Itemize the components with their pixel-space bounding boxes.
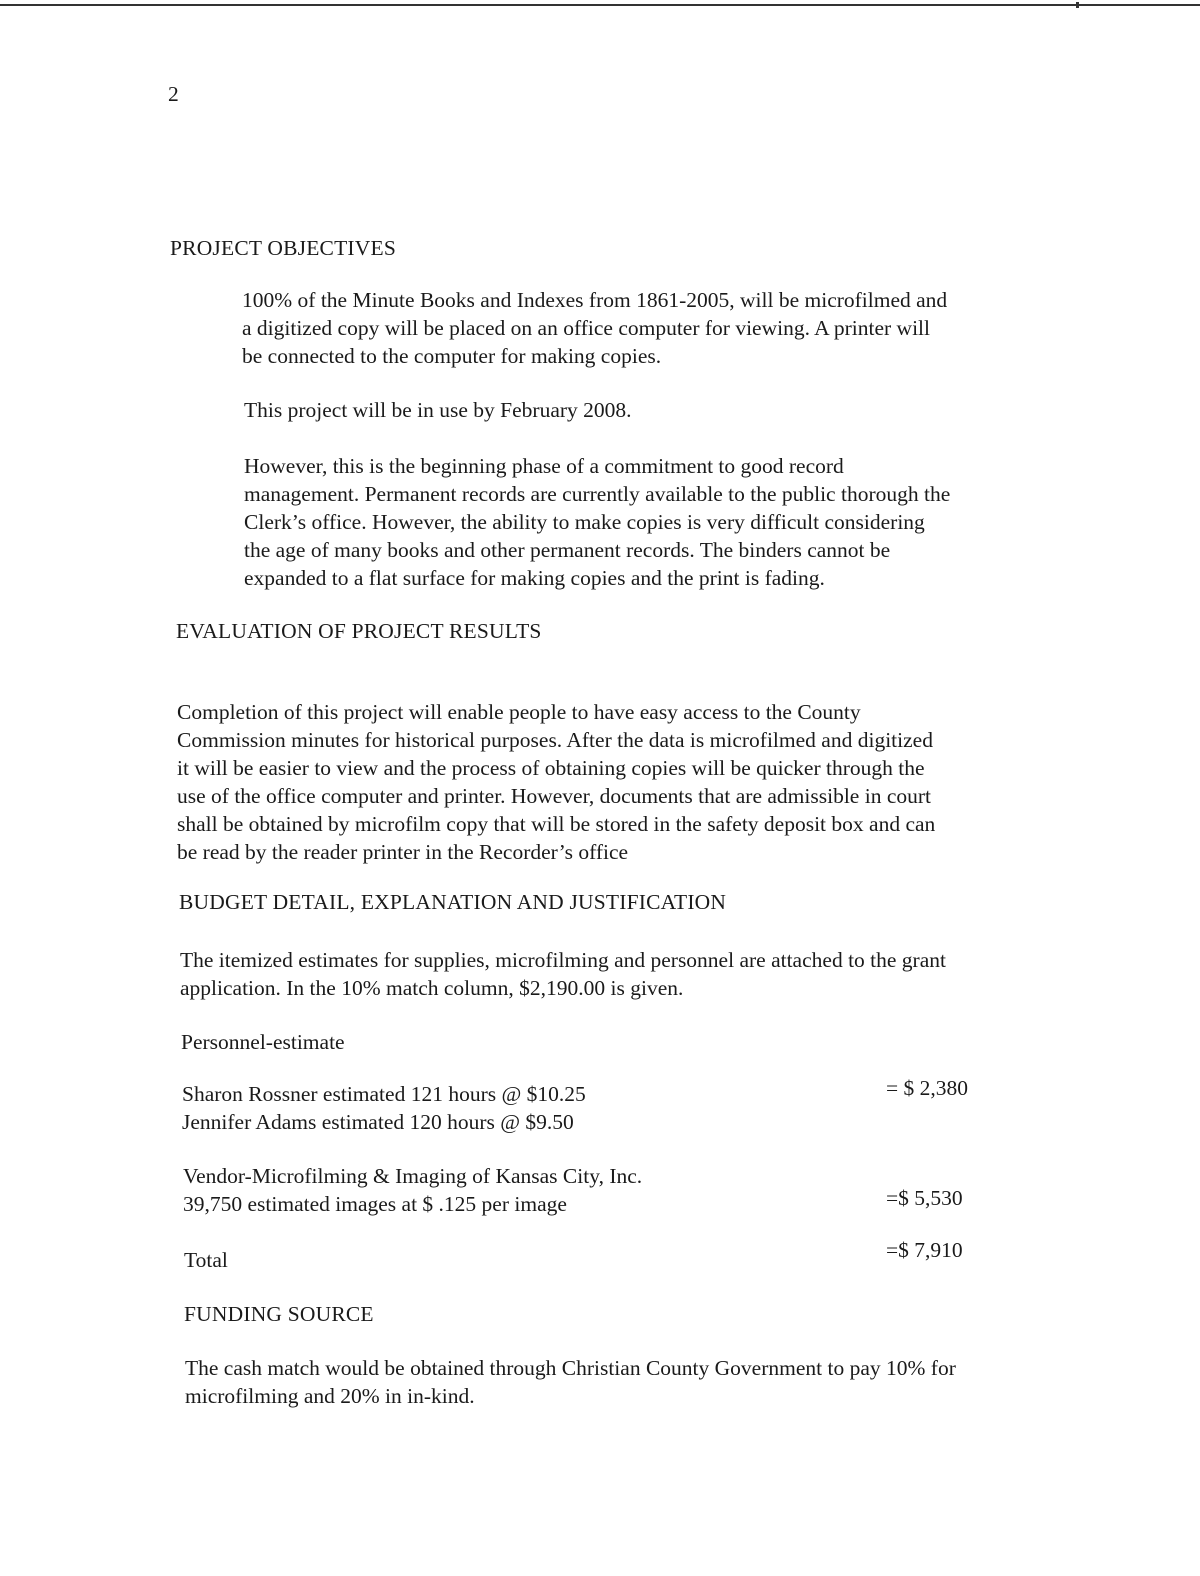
vendor-line-estimate: 39,750 estimated images at $ .125 per image <box>183 1192 567 1216</box>
text-line: it will be easier to view and the process of obtaining copies will be quicker through the <box>177 756 925 780</box>
text-line: be connected to the computer for making copies. <box>242 344 662 368</box>
project-objectives-heading: PROJECT OBJECTIVES <box>170 236 397 260</box>
text-line: However, this is the beginning phase of a commitment to good record <box>244 454 844 478</box>
text-line: the age of many books and other permanent records. The binders cannot be <box>244 538 891 562</box>
total-amount: =$ 7,910 <box>886 1238 963 1262</box>
text-line: Clerk’s office. However, the ability to make copies is very difficult considering <box>244 510 925 534</box>
text-line: Completion of this project will enable people to have easy access to the County <box>177 700 861 724</box>
project-objectives-paragraph-3 <box>244 452 1104 592</box>
evaluation-heading: EVALUATION OF PROJECT RESULTS <box>176 619 542 643</box>
budget-paragraph <box>180 946 1060 1002</box>
vendor-amount: =$ 5,530 <box>886 1186 963 1210</box>
text-line: 100% of the Minute Books and Indexes from 1861-2005, will be microfilmed and <box>242 288 948 312</box>
text-line: microfilming and 20% in in-kind. <box>185 1384 475 1408</box>
personnel-line-rossner: Sharon Rossner estimated 121 hours @ $10.25 <box>182 1082 586 1106</box>
personnel-amount: = $ 2,380 <box>886 1076 969 1100</box>
funding-paragraph <box>185 1354 1065 1410</box>
scan-top-edge <box>0 4 1200 6</box>
evaluation-paragraph <box>177 698 1057 866</box>
text-line: expanded to a flat surface for making copies and the print is fading. <box>244 566 825 590</box>
scan-edge-mark <box>1076 2 1079 8</box>
text-line: shall be obtained by microfilm copy that will be stored in the safety deposit box and can <box>177 812 936 836</box>
vendor-line-name: Vendor-Microfilming & Imaging of Kansas City, Inc. <box>183 1164 643 1188</box>
text-line: a digitized copy will be placed on an office computer for viewing. A printer will <box>242 316 930 340</box>
personnel-line-adams: Jennifer Adams estimated 120 hours @ $9.50 <box>182 1110 574 1134</box>
text-line: The itemized estimates for supplies, microfilming and personnel are attached to the grant <box>180 948 946 972</box>
page-number: 2 <box>168 82 179 106</box>
text-line: use of the office computer and printer. However, documents that are admissible in court <box>177 784 931 808</box>
personnel-estimate-label: Personnel-estimate <box>181 1030 345 1054</box>
project-objectives-paragraph-2: This project will be in use by February 2008. <box>244 398 632 422</box>
text-line: be read by the reader printer in the Recorder’s office <box>177 840 629 864</box>
funding-heading: FUNDING SOURCE <box>184 1302 374 1326</box>
project-objectives-paragraph-1 <box>242 286 1102 370</box>
text-line: The cash match would be obtained through Christian County Government to pay 10% for <box>185 1356 956 1380</box>
budget-heading: BUDGET DETAIL, EXPLANATION AND JUSTIFICATION <box>179 890 727 914</box>
text-line: management. Permanent records are currently available to the public thorough the <box>244 482 951 506</box>
total-label: Total <box>184 1248 228 1272</box>
text-line: application. In the 10% match column, $2,190.00 is given. <box>180 976 684 1000</box>
text-line: Commission minutes for historical purposes. After the data is microfilmed and digitized <box>177 728 933 752</box>
